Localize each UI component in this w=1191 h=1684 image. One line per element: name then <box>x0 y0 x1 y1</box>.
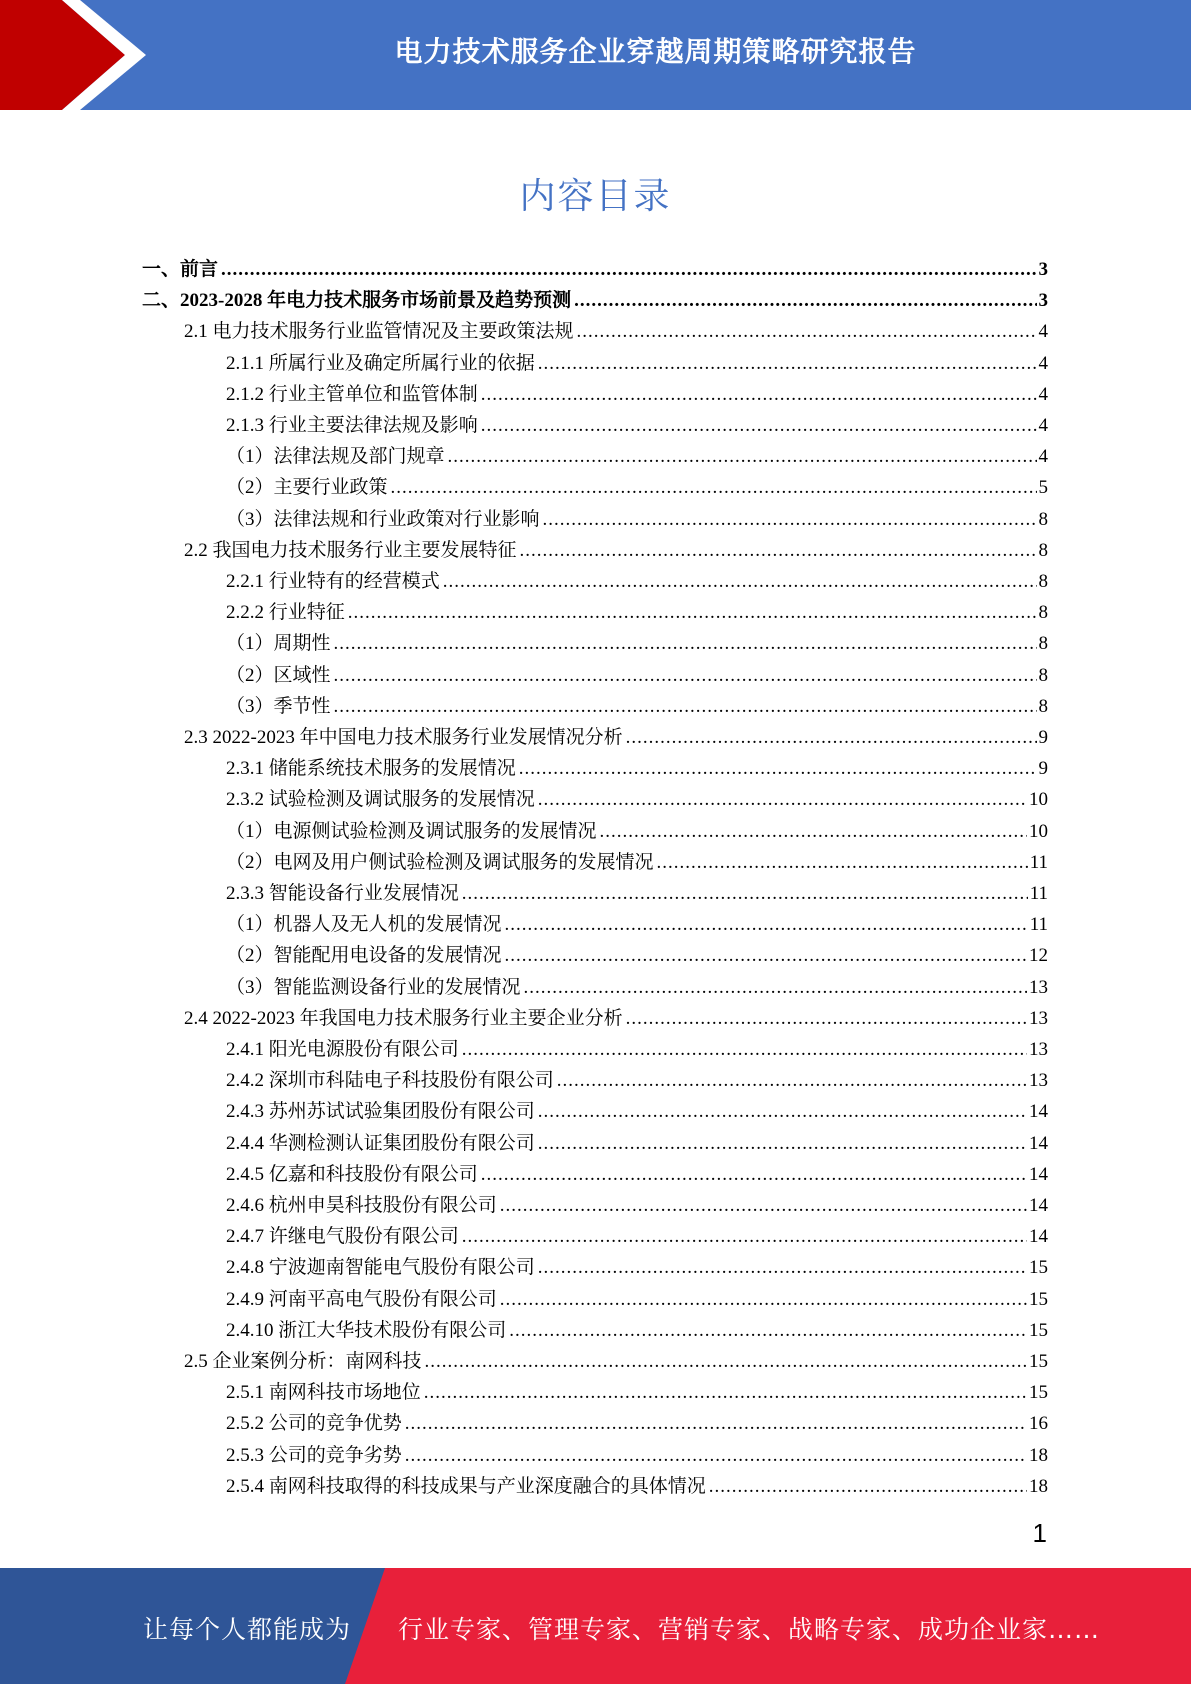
toc-entry-page: 18 <box>1029 1444 1048 1466</box>
toc-entry-label: 2.3.2 试验检测及调试服务的发展情况 <box>226 789 535 811</box>
toc-entry-page: 13 <box>1029 976 1048 998</box>
toc-entry-label: 2.5.1 南网科技市场地位 <box>226 1382 421 1404</box>
toc-entry-page: 18 <box>1029 1475 1048 1497</box>
toc-entry-label: 2.4 2022-2023 年我国电力技术服务行业主要企业分析 <box>184 1007 623 1029</box>
toc-entry[interactable] <box>226 504 1048 535</box>
toc-entry-label: 二、2023-2028 年电力技术服务市场前景及趋势预测 <box>142 290 572 312</box>
toc-entry[interactable] <box>226 441 1048 472</box>
toc-leader-dots <box>500 1190 1027 1221</box>
toc-entry[interactable] <box>226 784 1048 815</box>
toc-entry-label: 2.1 电力技术服务行业监管情况及主要政策法规 <box>184 321 574 343</box>
toc-entry[interactable] <box>184 535 1048 566</box>
toc-entry-label: （2）区域性 <box>226 664 331 686</box>
toc-entry[interactable] <box>226 1471 1048 1502</box>
toc-leader-dots <box>600 816 1027 847</box>
toc-leader-dots <box>538 1096 1027 1127</box>
toc-entry[interactable] <box>226 566 1048 597</box>
toc-entry[interactable] <box>142 285 1048 316</box>
toc-entry-label: 2.4.9 河南平高电气股份有限公司 <box>226 1288 497 1310</box>
toc-entry-label: （2）智能配用电设备的发展情况 <box>226 945 502 967</box>
toc-entry-label: 2.3.1 储能系统技术服务的发展情况 <box>226 758 516 780</box>
toc-entry-page: 4 <box>1038 321 1048 343</box>
toc-entry[interactable] <box>226 940 1048 971</box>
toc-entry-page: 8 <box>1038 602 1048 624</box>
toc-leader-dots <box>538 1128 1027 1159</box>
toc-entry[interactable] <box>184 1003 1048 1034</box>
toc-entry[interactable] <box>226 847 1048 878</box>
toc-leader-dots <box>626 722 1037 753</box>
toc-entry[interactable] <box>226 660 1048 691</box>
toc-entry-page: 10 <box>1029 820 1048 842</box>
toc-leader-dots <box>348 597 1037 628</box>
toc-entry-label: 2.4.2 深圳市科陆电子科技股份有限公司 <box>226 1070 554 1092</box>
toc-entry-label: 2.4.8 宁波迦南智能电气股份有限公司 <box>226 1257 535 1279</box>
toc-leader-dots <box>405 1440 1027 1471</box>
toc-entry[interactable] <box>226 1159 1048 1190</box>
toc-entry-page: 8 <box>1038 539 1048 561</box>
toc-entry-label: 2.1.3 行业主要法律法规及影响 <box>226 415 478 436</box>
toc-entry-page: 4 <box>1038 415 1048 436</box>
toc-entry[interactable] <box>226 1377 1048 1408</box>
toc-entry-label: 2.1.2 行业主管单位和监管体制 <box>226 383 478 405</box>
toc-entry[interactable] <box>226 816 1048 847</box>
toc-entry[interactable] <box>226 1034 1048 1065</box>
toc-leader-dots <box>505 940 1027 971</box>
toc-entry-label: 2.2.2 行业特征 <box>226 602 345 624</box>
toc-entry-page: 9 <box>1038 727 1048 748</box>
toc-entry-label: （3）法律法规和行业政策对行业影响 <box>226 508 540 530</box>
toc-entry-page: 8 <box>1038 695 1048 717</box>
toc-leader-dots <box>524 972 1027 1003</box>
toc-entry[interactable] <box>226 348 1048 379</box>
toc-leader-dots <box>462 1034 1027 1065</box>
toc-entry[interactable] <box>226 1252 1048 1283</box>
toc-entry-page: 14 <box>1029 1132 1048 1154</box>
toc-leader-dots <box>519 753 1037 784</box>
toc-entry-page: 8 <box>1038 571 1048 592</box>
toc-leader-dots <box>626 1003 1027 1034</box>
page-number: 1 <box>1032 1518 1047 1548</box>
toc-entry-page: 8 <box>1038 664 1048 686</box>
toc-leader-dots <box>221 254 1036 285</box>
toc-entry[interactable] <box>226 1128 1048 1159</box>
toc-entry[interactable] <box>226 379 1048 410</box>
toc-entry-label: （1）机器人及无人机的发展情况 <box>226 914 502 936</box>
toc-entry[interactable] <box>226 1440 1048 1471</box>
toc-entry-label: 2.1.1 所属行业及确定所属行业的依据 <box>226 352 535 374</box>
toc-leader-dots <box>538 1252 1027 1283</box>
toc-entry-label: 2.2 我国电力技术服务行业主要发展特征 <box>184 539 517 561</box>
toc-leader-dots <box>334 628 1037 659</box>
toc-entry[interactable] <box>226 1065 1048 1096</box>
toc-entry-page: 11 <box>1029 914 1048 936</box>
toc-entry-label: （1）法律法规及部门规章 <box>226 446 445 468</box>
toc-leader-dots <box>481 410 1037 441</box>
toc-entry-label: 2.4.4 华测检测认证集团股份有限公司 <box>226 1132 535 1154</box>
toc-entry-label: （1）周期性 <box>226 633 331 655</box>
toc-leader-dots <box>481 1159 1027 1190</box>
toc-entry-label: 2.4.7 许继电气股份有限公司 <box>226 1226 459 1248</box>
toc-entry-label: 2.3.3 智能设备行业发展情况 <box>226 883 459 904</box>
toc-entry[interactable] <box>226 1221 1048 1252</box>
toc-leader-dots <box>657 847 1028 878</box>
toc-entry-label: 2.4.10 浙江大华技术股份有限公司 <box>226 1319 507 1341</box>
report-header <box>0 0 1191 110</box>
toc-leader-dots <box>424 1377 1027 1408</box>
report-footer <box>0 1568 1191 1684</box>
toc-entry-page: 9 <box>1038 758 1048 780</box>
toc-leader-dots <box>505 909 1028 940</box>
toc-entry[interactable] <box>226 628 1048 659</box>
toc-entry[interactable] <box>226 472 1048 503</box>
toc-leader-dots <box>481 379 1037 410</box>
toc-leader-dots <box>509 1315 1027 1346</box>
toc-entry[interactable] <box>226 972 1048 1003</box>
toc-entry-page: 16 <box>1029 1413 1048 1435</box>
toc-entry-page: 11 <box>1029 851 1048 873</box>
toc-entry-label: （3）智能监测设备行业的发展情况 <box>226 976 521 998</box>
toc-leader-dots <box>448 441 1037 472</box>
toc-leader-dots <box>520 535 1037 566</box>
toc-entry-page: 15 <box>1029 1288 1048 1310</box>
toc-leader-dots <box>462 1221 1027 1252</box>
toc-leader-dots <box>577 316 1037 347</box>
toc-entry-page: 12 <box>1029 945 1048 967</box>
toc-entry-label: 2.2.1 行业特有的经营模式 <box>226 571 440 592</box>
toc-entry-page: 4 <box>1038 352 1048 374</box>
toc-entry-label: 2.4.3 苏州苏试试验集团股份有限公司 <box>226 1101 535 1123</box>
toc-leader-dots <box>405 1408 1027 1439</box>
toc-entry[interactable] <box>226 597 1048 628</box>
toc-entry-label: （1）电源侧试验检测及调试服务的发展情况 <box>226 820 597 842</box>
toc-leader-dots <box>391 472 1037 503</box>
toc-leader-dots <box>709 1471 1027 1502</box>
toc-entry-page: 4 <box>1038 383 1048 405</box>
toc-entry-page: 15 <box>1029 1351 1048 1372</box>
toc-entry-page: 14 <box>1029 1101 1048 1123</box>
toc-entry-page: 15 <box>1029 1382 1048 1404</box>
toc-entry[interactable] <box>184 722 1048 753</box>
toc-entry-label: 2.5 企业案例分析：南网科技 <box>184 1351 422 1372</box>
toc-entry-label: 2.4.5 亿嘉和科技股份有限公司 <box>226 1163 478 1185</box>
toc-entry[interactable] <box>226 410 1048 441</box>
toc-entry-page: 5 <box>1038 477 1048 499</box>
toc-entry-label: 2.3 2022-2023 年中国电力技术服务行业发展情况分析 <box>184 727 623 748</box>
toc-entry-label: 2.5.3 公司的竞争劣势 <box>226 1444 402 1466</box>
toc-entry-page: 10 <box>1029 789 1048 811</box>
toc-entry[interactable] <box>226 1096 1048 1127</box>
toc-entry-page: 15 <box>1029 1257 1048 1279</box>
toc-leader-dots <box>557 1065 1027 1096</box>
footer-slogan-right: 行业专家、管理专家、营销专家、战略专家、成功企业家…… <box>398 1615 1101 1644</box>
toc-entry[interactable] <box>226 878 1048 909</box>
toc-entry-page: 3 <box>1038 259 1048 280</box>
toc-entry-label: 一、前言 <box>142 259 219 280</box>
toc-entry-page: 15 <box>1029 1319 1048 1341</box>
toc-entry-label: 2.5.2 公司的竞争优势 <box>226 1413 402 1435</box>
toc-leader-dots <box>334 660 1037 691</box>
toc-entry-page: 14 <box>1029 1226 1048 1248</box>
toc-entry[interactable] <box>184 1346 1048 1377</box>
toc-entry-page: 14 <box>1029 1195 1048 1216</box>
toc-leader-dots <box>443 566 1037 597</box>
toc-entry[interactable] <box>226 909 1048 940</box>
toc-entry-label: 2.5.4 南网科技取得的科技成果与产业深度融合的具体情况 <box>226 1475 706 1497</box>
toc-leader-dots <box>538 784 1027 815</box>
toc-leader-dots <box>462 878 1028 909</box>
toc-entry[interactable] <box>226 1315 1048 1346</box>
toc-leader-dots <box>334 691 1037 722</box>
toc-entry-page: 13 <box>1029 1007 1048 1029</box>
toc-entry-page: 11 <box>1029 883 1048 904</box>
toc-entry-page: 4 <box>1038 446 1048 468</box>
toc-entry[interactable] <box>226 1408 1048 1439</box>
toc-entry-page: 13 <box>1029 1070 1048 1092</box>
toc-entry-label: 2.4.1 阳光电源股份有限公司 <box>226 1039 459 1060</box>
toc-leader-dots <box>538 348 1037 379</box>
toc-entry-page: 14 <box>1029 1163 1048 1185</box>
toc-entry-page: 8 <box>1038 633 1048 655</box>
toc-entry-label: （2）主要行业政策 <box>226 477 388 499</box>
toc-entry-page: 8 <box>1038 508 1048 530</box>
toc-entry[interactable] <box>184 316 1048 347</box>
toc-leader-dots <box>425 1346 1027 1377</box>
report-title: 电力技术服务企业穿越周期策略研究报告 <box>394 35 917 68</box>
toc-entry[interactable] <box>226 691 1048 722</box>
toc-leader-dots <box>500 1284 1027 1315</box>
toc-entry[interactable] <box>226 753 1048 784</box>
toc-leader-dots <box>574 285 1036 316</box>
toc-heading: 内容目录 <box>519 176 672 217</box>
footer-slogan-left: 让每个人都能成为 <box>143 1615 352 1644</box>
toc-entry-label: 2.4.6 杭州申昊科技股份有限公司 <box>226 1195 497 1216</box>
toc-leader-dots <box>543 504 1037 535</box>
toc-entry-label: （2）电网及用户侧试验检测及调试服务的发展情况 <box>226 851 654 873</box>
toc-entry[interactable] <box>142 254 1048 285</box>
toc-entry[interactable] <box>226 1190 1048 1221</box>
toc-entry-page: 13 <box>1029 1039 1048 1060</box>
toc-entry[interactable] <box>226 1284 1048 1315</box>
toc-entry-label: （3）季节性 <box>226 695 331 717</box>
toc-entry-page: 3 <box>1038 290 1048 312</box>
